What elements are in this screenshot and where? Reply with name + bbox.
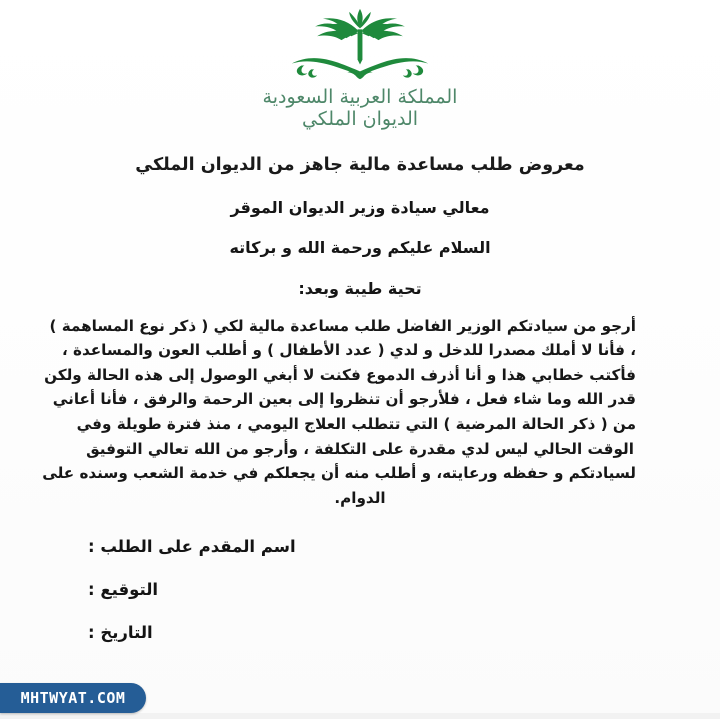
header-kingdom-line: المملكة العربية السعودية	[262, 86, 458, 108]
body-line: الوقت الحالي ليس لدي مقدرة على التكلفة ، وأرجو من الله تعالي التوفيق	[86, 439, 634, 458]
body-line: فأكتب خطابي هذا و أنا أذرف الدموع فكنت لا أبغي الوصول إلى هذه الحالة ولكن	[44, 365, 636, 384]
document-title: معروض طلب مساعدة مالية جاهز من الديوان الملكي	[135, 154, 585, 175]
salutation-minister: معالي سيادة وزير الديوان الموقر	[230, 197, 490, 217]
salutation-block	[0, 197, 720, 300]
body-line: قدر الله وما شاء فعل ، فلأرجو أن تنظروا إلى بعين الرحمة والرفق ، فأنا أعاني	[52, 390, 636, 409]
field-date: التاريخ :	[88, 622, 153, 642]
site-watermark-badge	[0, 683, 146, 713]
body-line: الدوام.	[334, 488, 386, 507]
body-line: أرجو من سيادتكم الوزير الفاضل طلب مساعدة مالية لكي ( ذكر نوع المساهمة )	[49, 316, 636, 335]
document-header	[0, 0, 720, 131]
signature-fields	[0, 537, 720, 642]
site-watermark-label: MHTWYAT.COM	[20, 689, 126, 707]
field-applicant-name: اسم المقدم على الطلب :	[88, 536, 296, 556]
ministry-name-block	[0, 86, 720, 131]
footer-strip	[0, 713, 720, 719]
saudi-emblem-icon	[285, 6, 435, 84]
letter-body	[42, 314, 636, 511]
header-royal-court-line: الديوان الملكي	[301, 108, 419, 131]
body-line: من ( ذكر الحالة المرضية ) التي تتطلب العلاج اليومي ، منذ فترة طويلة وفي	[76, 415, 636, 434]
salutation-opening: تحية طيبة وبعد:	[298, 279, 422, 298]
body-line: ، فأنا لا أملك مصدرا للدخل و لدي ( عدد الأطفال ) و أطلب العون والمساعدة ،	[61, 341, 636, 360]
field-signature: التوقيع :	[88, 579, 159, 599]
body-line: لسيادتكم و حفظه ورعايته، و أطلب منه أن يجعلكم في خدمة الشعب وسنده على	[42, 464, 636, 483]
salutation-greeting: السلام عليكم ورحمة الله و بركاته	[229, 238, 491, 258]
